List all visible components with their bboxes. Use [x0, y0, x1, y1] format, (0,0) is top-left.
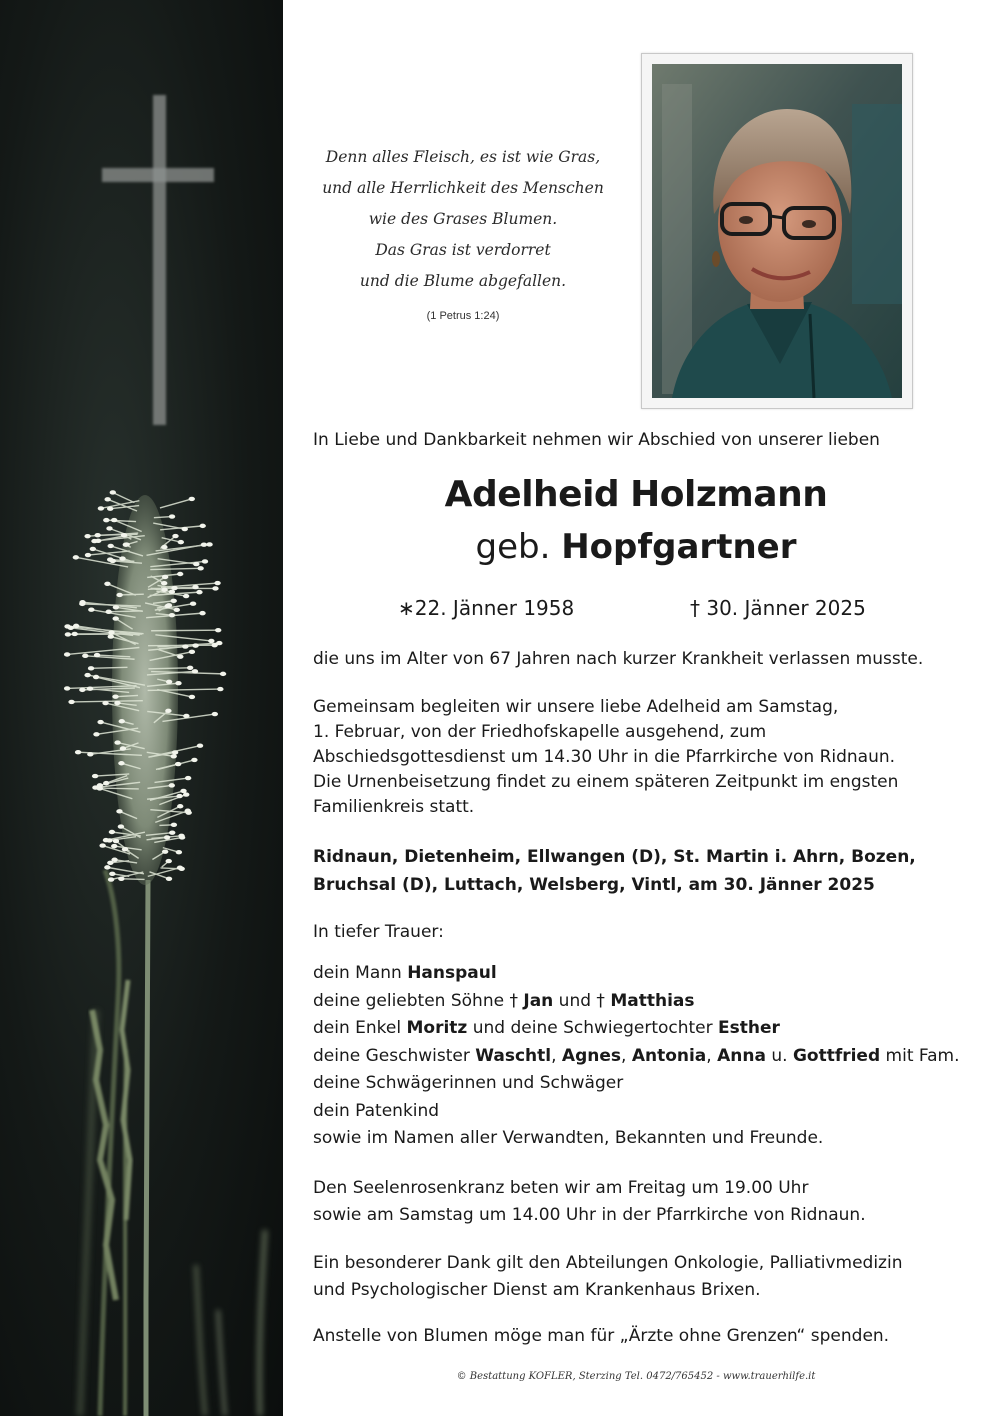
list-item — [313, 988, 960, 1016]
thanks-text: Ein besonderer Dank gilt den Abteilungen Onkologie, Palliativmedizin und Psychologischer Dienst am Krankenhaus Brixen. — [313, 1253, 903, 1300]
birth-date: ∗22. Jänner 1958 — [398, 596, 575, 620]
footer-credit: © Bestattung KOFLER, Sterzing Tel. 0472/765452 - www.trauerhilfe.it — [456, 1371, 816, 1382]
mourner-name: Esther — [718, 1018, 780, 1038]
intro-text: In Liebe und Dankbarkeit nehmen wir Abschied von unserer lieben — [313, 430, 880, 450]
mourner-name: Matthias — [610, 990, 695, 1011]
mourner-name: Antonia — [631, 1045, 707, 1066]
verse-line: Denn alles Fleisch, es ist wie Gras, — [325, 148, 601, 166]
portrait-photo — [652, 64, 902, 398]
list-text: deine Geschwister — [313, 1045, 476, 1066]
age-text: die uns im Alter von 67 Jahren nach kurzer Krankheit verlassen musste. — [313, 649, 924, 669]
bible-verse — [303, 142, 623, 297]
list-text: mit Fam. — [880, 1045, 960, 1066]
portrait-photo-frame — [641, 53, 913, 409]
grass-flower-image — [0, 0, 283, 1416]
list-text: u. — [765, 1045, 793, 1066]
verse-line: Das Gras ist verdorret — [375, 241, 551, 259]
list-item: dein Patenkind — [313, 1100, 440, 1121]
deceased-name — [283, 474, 982, 515]
death-date: † 30. Jänner 2025 — [690, 596, 866, 620]
verse-line: und alle Herrlichkeit des Menschen — [322, 179, 604, 197]
maiden-prefix: geb. — [475, 527, 551, 567]
list-item: deine Geschwister Waschtl, Agnes, Antonia, Anna u. Gottfried mit Fam. — [313, 1045, 960, 1066]
maiden-surname: Hopfgartner — [561, 527, 797, 567]
mourners-list — [313, 960, 960, 1153]
list-item — [313, 1015, 960, 1043]
places-text: Ridnaun, Dietenheim, Ellwangen (D), St. Martin i. Ahrn, Bozen, Bruchsal (D), Luttach, Welsberg, Vintl, am 30. Jänner 2025 — [313, 847, 916, 895]
list-text: dein Mann — [313, 963, 408, 983]
verse-line: wie des Grases Blumen. — [368, 210, 558, 228]
decorative-side-panel — [0, 0, 283, 1416]
obituary-content — [283, 0, 982, 1416]
list-text: und † — [553, 990, 611, 1011]
list-item: deine Schwägerinnen und Schwäger — [313, 1073, 624, 1093]
donation-text: Anstelle von Blumen möge man für „Ärzte ohne Grenzen“ spenden. — [313, 1326, 890, 1346]
service-text: Gemeinsam begleiten wir unsere liebe Adelheid am Samstag, 1. Februar, von der Friedhofskapelle ausgehend, zum Abschiedsgottesdienst um 14.30 Uhr in die Pfarrkirche von Ridnaun. Die Urnenbeisetzung findet zu einem späteren Zeitpunkt im engsten Familienkreis statt. — [313, 697, 899, 817]
verse-reference: (1 Petrus 1:24) — [426, 310, 500, 322]
mourner-name: Jan — [523, 990, 554, 1011]
mourner-name: Moritz — [406, 1018, 468, 1038]
surname: Holzmann — [630, 474, 828, 515]
list-text: deine geliebten Söhne † — [313, 990, 524, 1011]
mourner-name: Anna — [717, 1045, 766, 1066]
maiden-name — [283, 527, 982, 567]
mourner-name: Agnes — [561, 1045, 621, 1066]
given-name: Adelheid — [444, 474, 620, 515]
list-item — [313, 960, 960, 988]
cross-icon — [102, 95, 214, 425]
list-item: sowie im Namen aller Verwandten, Bekannten und Freunde. — [313, 1128, 824, 1148]
mourner-name: Waschtl — [475, 1045, 552, 1066]
list-text: und deine Schwiegertochter — [467, 1018, 719, 1038]
list-text: dein Enkel — [313, 1018, 407, 1038]
mourner-name: Gottfried — [792, 1045, 881, 1066]
verse-line: und die Blume abgefallen. — [359, 272, 567, 290]
mourning-heading: In tiefer Trauer: — [313, 922, 444, 942]
mourner-name: Hanspaul — [407, 963, 497, 983]
rosary-text: Den Seelenrosenkranz beten wir am Freitag um 19.00 Uhr sowie am Samstag um 14.00 Uhr in der Pfarrkirche von Ridnaun. — [313, 1178, 866, 1225]
